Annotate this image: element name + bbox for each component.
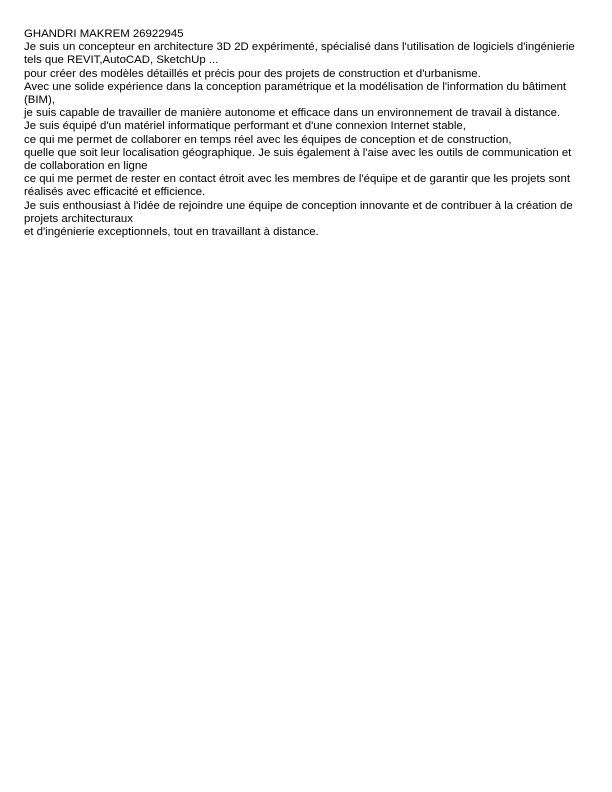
paragraph-equipment: Je suis équipé d'un matériel informatique performant et d'une connexion Internet stable, xyxy=(24,120,466,133)
paragraph-bim: Avec une solide expérience dans la conception paramétrique et la modélisation de l'information du bâtiment (BIM), xyxy=(24,80,567,107)
paragraph-contact: ce qui me permet de rester en contact étroit avec les membres de l'équipe et de garantir que les projets sont réalisés avec efficacité et efficience. xyxy=(24,173,571,199)
paragraph-collaboration: ce qui me permet de collaborer en temps réel avec les équipes de conception et de construction, xyxy=(24,133,512,146)
paragraph-closing: et d'ingénierie exceptionnels, tout en travaillant à distance. xyxy=(24,226,319,239)
paragraph-intro: Je suis un concepteur en architecture 3D 2D expérimenté, spécialisé dans l'utilisation de logiciels d'ingénierie tels que REVIT,AutoCAD, SketchUp ... xyxy=(24,41,575,67)
paragraph-remote: je suis capable de travailler de manière autonome et efficace dans un environnement de travail à distance. xyxy=(24,107,561,120)
document-header: GHANDRI MAKREM 26922945 xyxy=(24,28,184,40)
paragraph-enthusiasm: Je suis enthousiast à l'idée de rejoindre une équipe de conception innovante et de contribuer à la création de projets architecturaux xyxy=(24,199,573,225)
paragraph-models: pour créer des modèles détaillés et précis pour des projets de construction et d'urbanisme. xyxy=(24,67,481,80)
document-body xyxy=(24,28,584,239)
paragraph-location: quelle que soit leur localisation géographique. Je suis également à l'aise avec les outils de communication et de collaboration en ligne xyxy=(24,146,572,173)
